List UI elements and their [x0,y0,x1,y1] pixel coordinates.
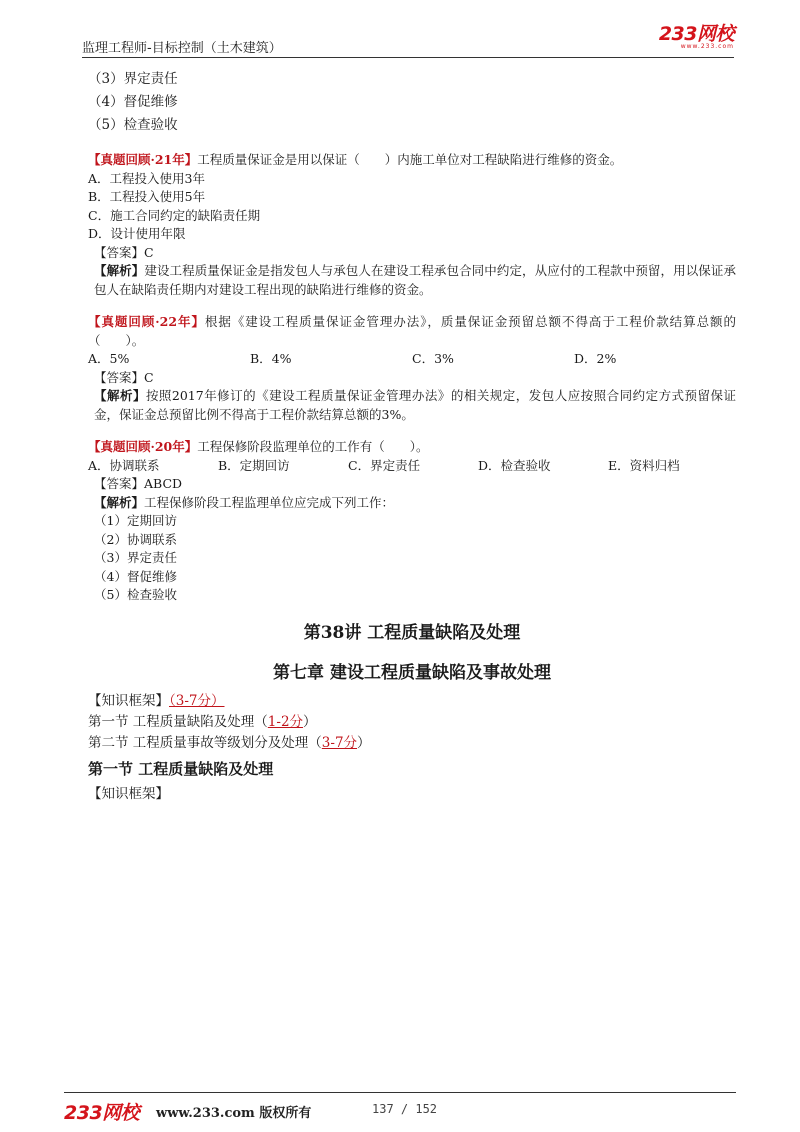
options-row [88,350,736,369]
answer-value: C [144,369,154,385]
brand-logo-url: www.233.com [680,43,734,50]
list-item: （5）检查验收 [88,117,178,133]
list-item: （4）督促维修 [88,94,178,110]
question-text: 工程保修阶段监理单位的工作有（ ）。 [197,439,429,454]
option: C．施工合同约定的缺陷责任期 [88,207,261,223]
section-text: 第二节 工程质量事故等级划分及处理（ [88,734,322,751]
page-footer [64,1092,736,1122]
footer-logo[interactable]: 233网校 [64,1102,140,1124]
list-item: （5）检查验收 [94,587,177,602]
option: B．工程投入使用5年 [88,189,206,204]
list-item: （3）界定责任 [88,71,178,87]
question-20-stem [88,438,736,457]
list-item: （1）定期回访 [94,513,177,528]
header-divider [82,57,734,58]
section-suffix: ） [357,734,371,751]
list-item: （4）督促维修 [94,568,177,584]
analysis-text: 建设工程质量保证金是指发包人与承包人在建设工程承包合同中约定，从应付的工程款中预留，用以保证承包人在缺陷责任期内对建设工程出现的缺陷进行维修的资金。 [94,263,736,297]
answer-label: 【答案】 [94,369,145,385]
framework-line [88,691,736,712]
brand-logo-text: 233网校 [658,23,734,45]
section-1-title: 第一节 工程质量缺陷及处理 [88,759,274,778]
analysis-label: 【解析】 [94,388,146,403]
analysis-text: 工程保修阶段工程监理单位应完成下列工作： [144,494,395,510]
footer-site: www.233.com 版权所有 [156,1106,312,1121]
answer-label: 【答案】 [94,244,145,260]
framework-section-1 [88,712,736,733]
framework-label: 【知识框架】 [88,692,169,709]
question-text: 根据《建设工程质量保证金管理办法》，质量保证金预留总额不得高于工程价款结算总额的（ ）。 [88,314,736,348]
answer-line [88,369,736,388]
options-row [88,457,736,476]
answer-value: ABCD [144,476,183,491]
footer-divider [64,1092,736,1093]
answer-line [88,244,736,263]
answer-line [88,475,736,494]
option: B．定期回访 [218,457,290,473]
analysis-line [88,494,736,513]
framework-section-2 [88,733,736,754]
analysis-paragraph [88,262,736,299]
option: B．4% [250,351,292,366]
header-title: 监理工程师-目标控制（土木建筑） [82,41,282,56]
question-tag: 【真题回顾·21年】 [88,152,198,167]
list-item: （2）协调联系 [94,531,177,547]
option: C．3% [412,351,454,366]
section-score: 1-2分 [267,713,304,730]
analysis-label: 【解析】 [94,263,145,278]
option: D．2% [574,351,617,366]
option: C．界定责任 [348,457,421,473]
question-text: 工程质量保证金是用以保证（ ）内施工单位对工程缺陷进行维修的资金。 [197,152,623,167]
analysis-text: 按照2017年修订的《建设工程质量保证金管理办法》的相关规定，发包人应按照合同约定方式预留保证金，保证金总预留比例不得高于工程价款结算总额的3%。 [94,388,736,422]
question-tag: 【真题回顾·20年】 [88,439,198,454]
chapter-title: 第七章 建设工程质量缺陷及事故处理 [273,662,551,683]
document-body [88,68,736,805]
analysis-label: 【解析】 [94,494,145,510]
section-score: 3-7分 [321,734,358,751]
option: A．协调联系 [88,457,160,473]
list-item: （3）界定责任 [94,550,177,565]
section-text: 第一节 工程质量缺陷及处理（ [88,713,268,730]
question-22-stem [88,313,736,350]
page-number: 137 / 152 [372,1102,438,1116]
option: D．设计使用年限 [88,226,186,241]
analysis-paragraph [88,387,736,424]
framework-score: （3-7分） [169,692,225,709]
option: A．工程投入使用3年 [88,170,205,186]
brand-logo[interactable] [652,24,734,54]
lecture-title: 第38讲 工程质量缺陷及处理 [303,622,521,643]
page-header [82,24,734,60]
option: A．5% [88,351,130,366]
section-suffix: ） [303,713,317,730]
question-21-stem [88,151,736,170]
section-1-framework: 【知识框架】 [88,785,169,802]
question-tag: 【真题回顾·22年】 [88,314,205,329]
answer-value: C [144,244,154,260]
answer-label: 【答案】 [94,476,145,491]
option: D．检查验收 [478,457,551,473]
option: E．资料归档 [608,457,680,473]
